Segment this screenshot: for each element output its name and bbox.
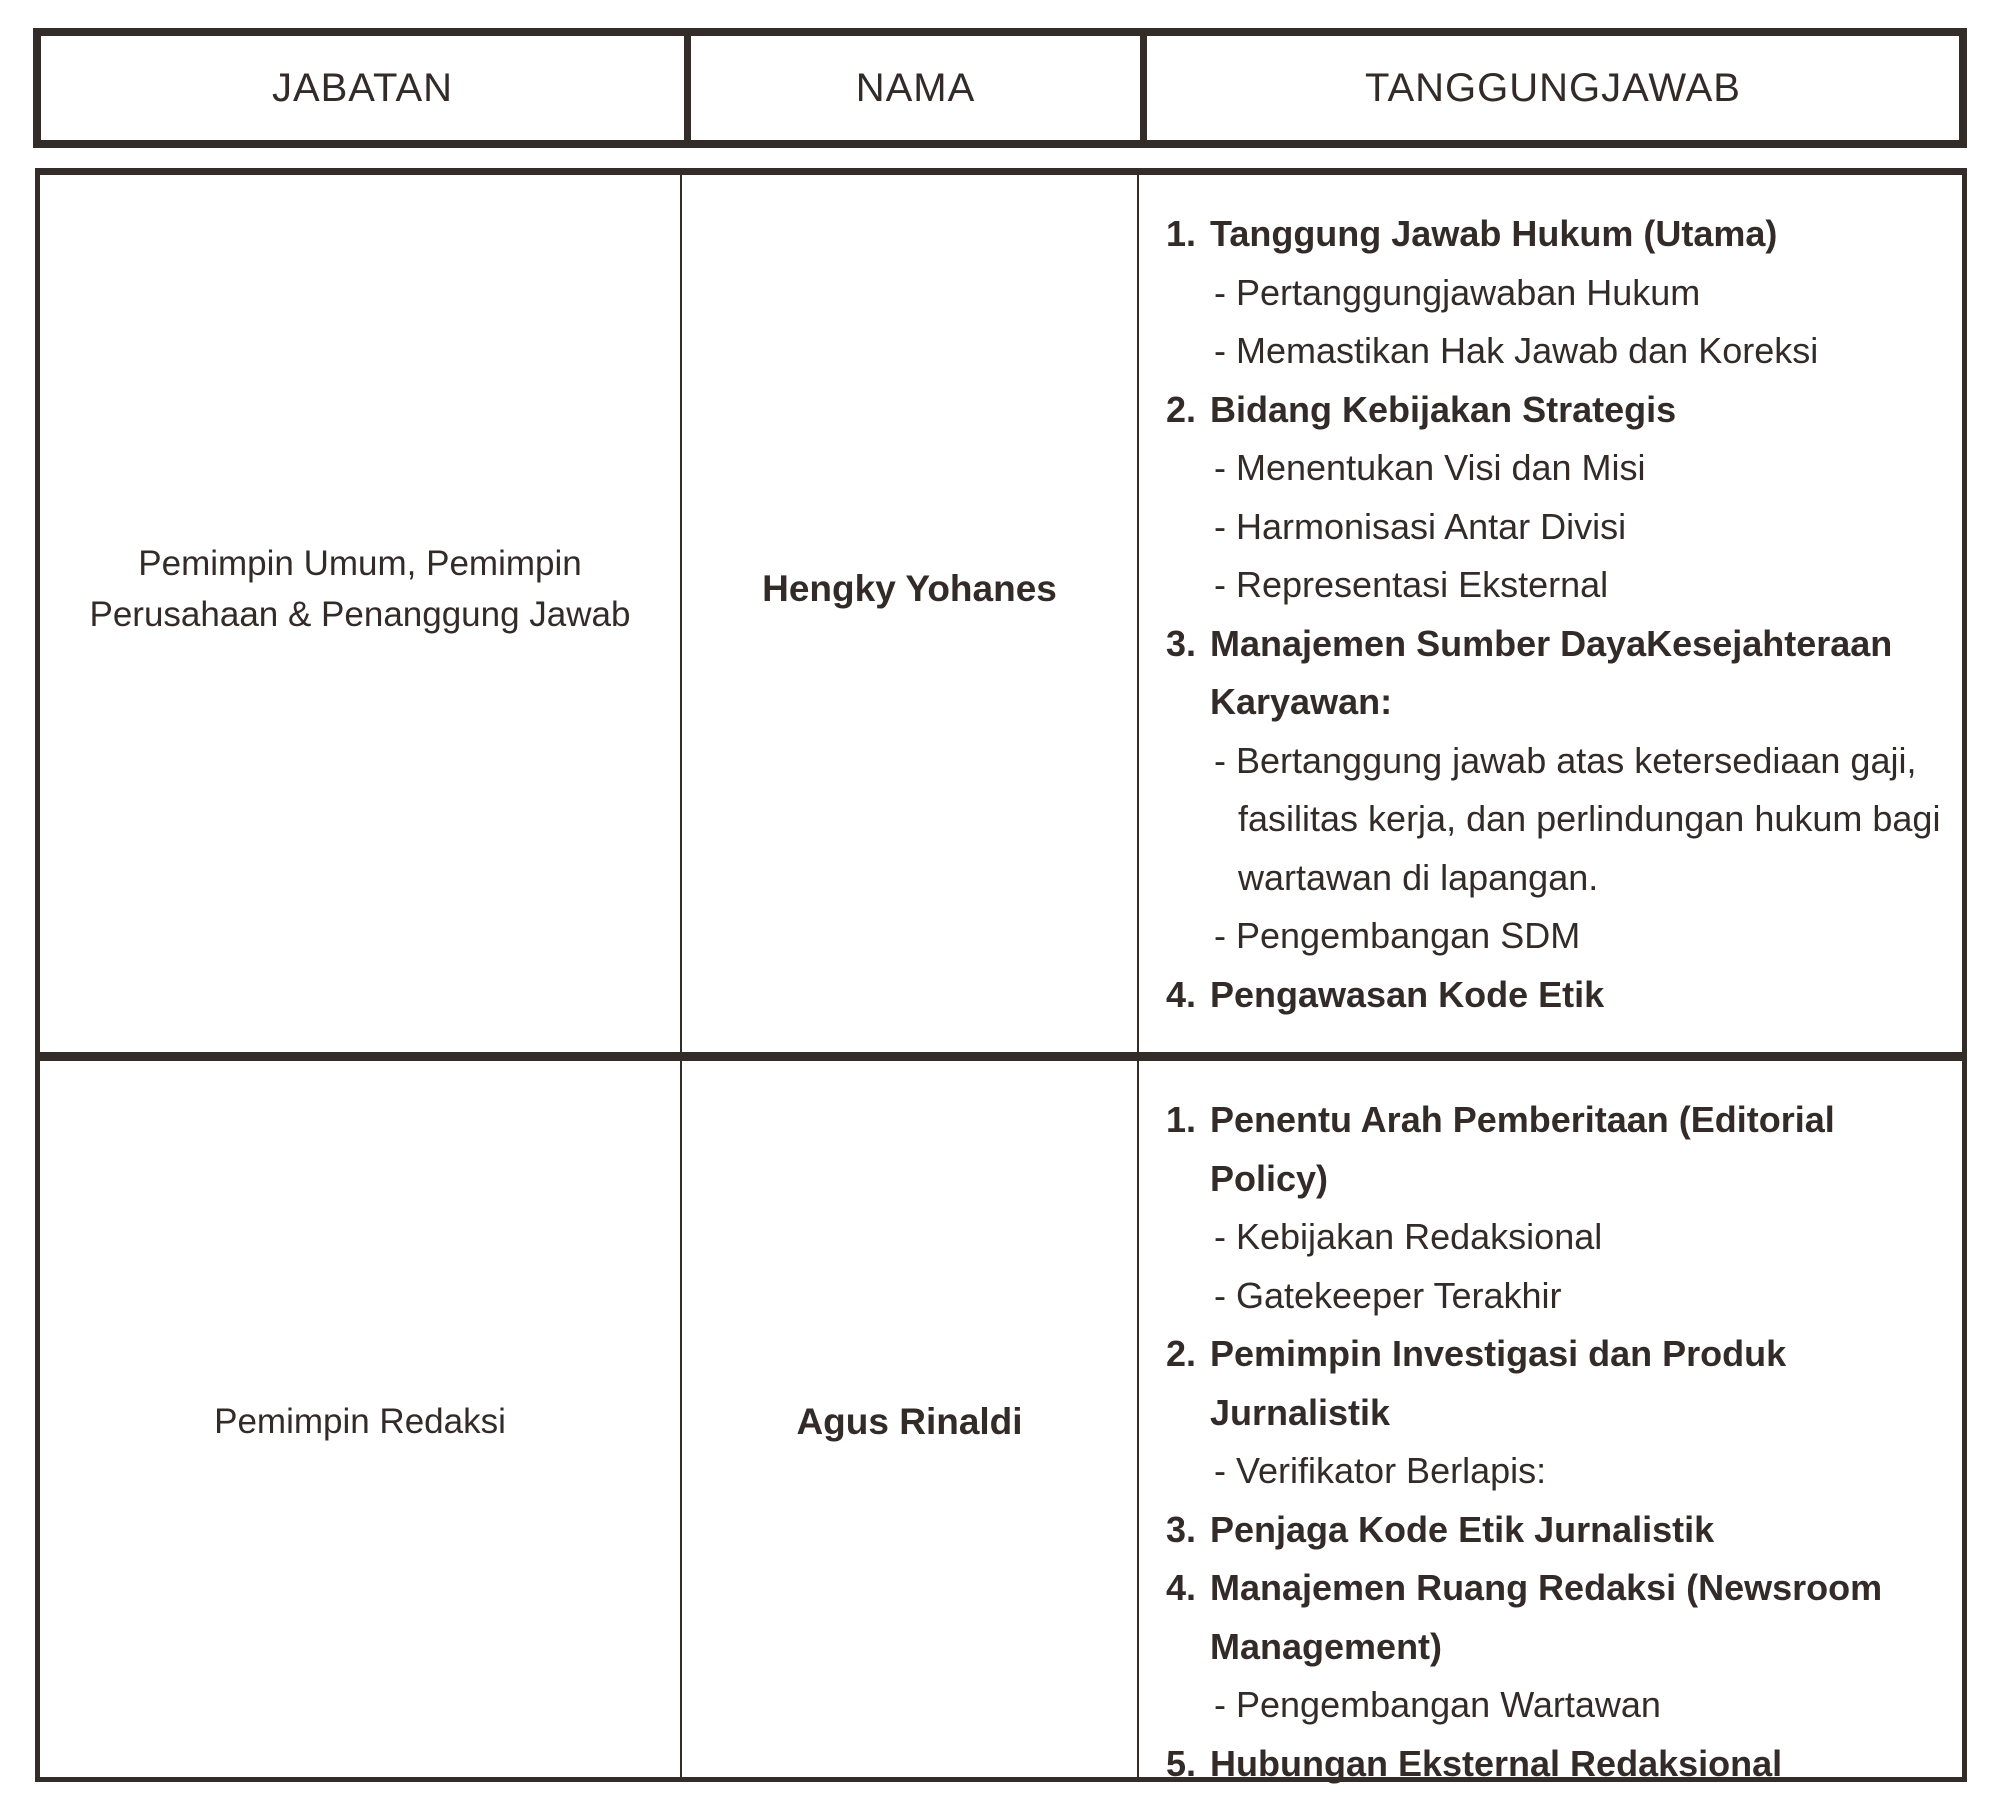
item-title: Manajemen Ruang Redaksi (Newsroom Management) xyxy=(1210,1567,1883,1667)
item-number: 1. xyxy=(1166,213,1197,254)
responsibility-subitem: - Verifikator Berlapis: xyxy=(1214,1450,1547,1491)
item-title: Penentu Arah Pemberitaan (Editorial Policy) xyxy=(1210,1099,1835,1199)
item-title: Penjaga Kode Etik Jurnalistik xyxy=(1210,1508,1715,1550)
table-body xyxy=(35,168,1967,1782)
responsibility-subitem: - Pertanggungjawaban Hukum xyxy=(1214,271,1701,313)
item-title: Tanggung Jawab Hukum (Utama) xyxy=(1210,213,1778,254)
responsibility-item xyxy=(1166,1501,1942,1560)
responsibility-subitem: - Menentukan Visi dan Misi xyxy=(1214,447,1646,488)
responsibility-subitem: - Memastikan Hak Jawab dan Koreksi xyxy=(1214,330,1819,371)
item-number: 1. xyxy=(1166,1099,1197,1140)
responsibility-subitem: - Harmonisasi Antar Divisi xyxy=(1214,505,1627,547)
responsibility-subitem: - Representasi Eksternal xyxy=(1214,564,1609,605)
item-number: 5. xyxy=(1166,1742,1197,1784)
item-title: Pengawasan Kode Etik xyxy=(1210,973,1605,1015)
item-title: Manajemen Sumber DayaKesejahteraan Karyawan: xyxy=(1210,622,1893,722)
item-number: 4. xyxy=(1166,973,1197,1015)
item-number: 2. xyxy=(1166,388,1197,430)
responsibility-item xyxy=(1166,205,1942,264)
jabatan-cell: Pemimpin Umum, Pemimpin Perusahaan & Penanggung Jawab xyxy=(89,543,631,634)
item-number: 2. xyxy=(1166,1333,1197,1374)
nama-cell: Hengky Yohanes xyxy=(680,175,1137,1052)
responsibility-subitem: - Kebijakan Redaksional xyxy=(1214,1216,1603,1257)
tanggungjawab-cell xyxy=(1137,175,1962,1052)
responsibility-subitem: - Gatekeeper Terakhir xyxy=(1214,1274,1562,1316)
table-row xyxy=(40,1061,1962,1782)
tanggungjawab-cell xyxy=(1137,1061,1962,1782)
responsibility-item xyxy=(1166,381,1942,440)
responsibility-item xyxy=(1166,1325,1942,1442)
responsibility-item xyxy=(1166,966,1942,1025)
responsibility-subitem: - Pengembangan SDM xyxy=(1214,915,1581,956)
nama-cell: Agus Rinaldi xyxy=(680,1061,1137,1782)
responsibility-item xyxy=(1166,1091,1942,1208)
responsibility-subitem: - Bertanggung jawab atas ketersediaan gaji, fasilitas kerja, dan perlindungan hukum bagi wartawan di lapangan. xyxy=(1214,739,1941,898)
responsibility-item xyxy=(1166,1735,1942,1794)
responsibility-subitem: - Pengembangan Wartawan xyxy=(1214,1684,1661,1725)
item-number: 4. xyxy=(1166,1567,1197,1608)
item-number: 3. xyxy=(1166,1508,1197,1550)
responsibility-item xyxy=(1166,615,1942,732)
header-nama: NAMA xyxy=(684,36,1140,140)
item-number: 3. xyxy=(1166,622,1197,664)
table-row xyxy=(40,175,1962,1061)
header-tanggungjawab: TANGGUNGJAWAB xyxy=(1140,36,1959,140)
responsibility-item xyxy=(1166,1559,1942,1676)
item-title: Pemimpin Investigasi dan Produk Jurnalistik xyxy=(1210,1333,1787,1433)
header-jabatan: JABATAN xyxy=(271,65,454,110)
jabatan-cell: Pemimpin Redaksi xyxy=(214,1402,506,1441)
table-header xyxy=(33,28,1967,148)
item-title: Hubungan Eksternal Redaksional xyxy=(1210,1742,1783,1784)
item-title: Bidang Kebijakan Strategis xyxy=(1210,388,1677,430)
